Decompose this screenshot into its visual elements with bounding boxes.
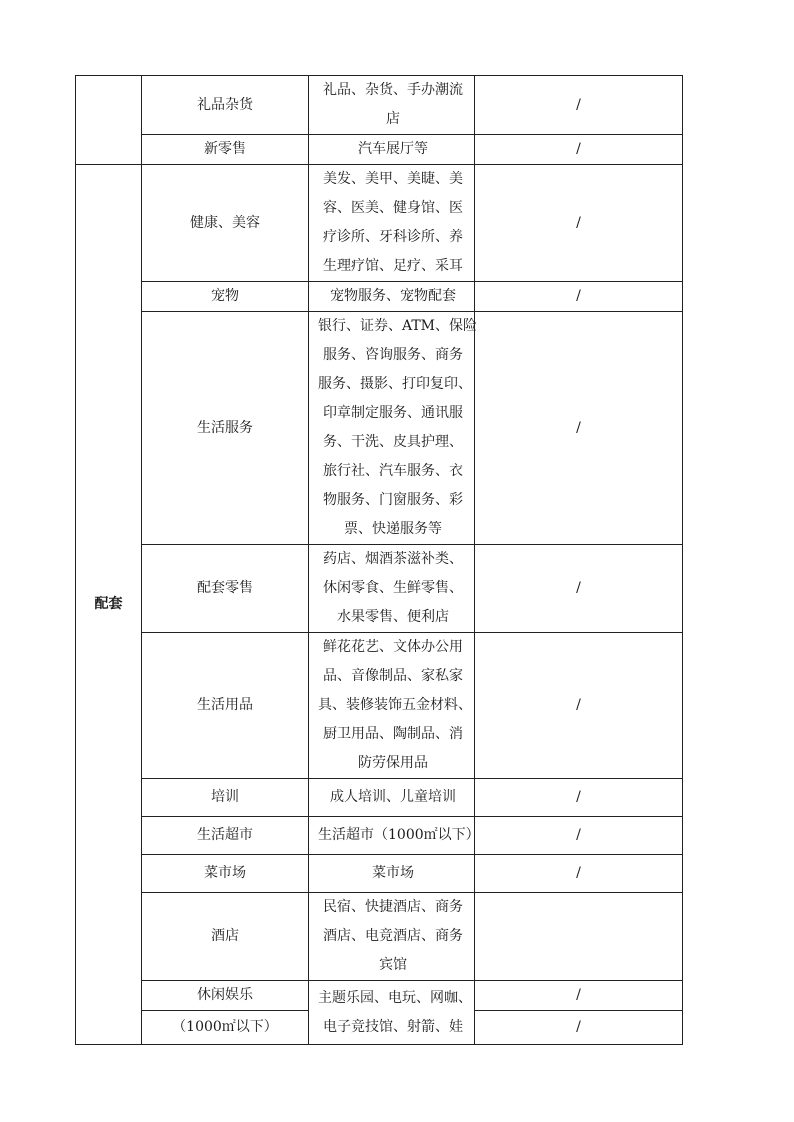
row-mark: /: [475, 817, 683, 855]
desc-line: 服务、摄影、打印复印、: [318, 376, 472, 392]
desc-line: 宾馆: [379, 957, 407, 973]
row-desc: [309, 545, 475, 633]
row-desc: [309, 817, 480, 855]
desc-line: 主题乐园、电玩、网咖、: [318, 989, 472, 1006]
desc-line: 水果零售、便利店: [337, 609, 449, 625]
row-desc: [309, 779, 475, 817]
desc-line: 旅行社、汽车服务、衣: [323, 463, 463, 479]
desc-line: 宠物服务、宠物配套: [330, 288, 456, 304]
table-row: [76, 312, 683, 545]
row-desc: [309, 76, 475, 135]
desc-line: 酒店、电竞酒店、商务: [323, 928, 463, 944]
table-row: [76, 633, 683, 779]
table-row: [76, 545, 683, 633]
row-name: 生活用品: [142, 633, 309, 779]
row-name-sub: （1000㎡以下）: [142, 1011, 309, 1045]
row-name: 新零售: [142, 135, 309, 165]
row-desc: [309, 633, 475, 779]
desc-line: 印章制定服务、通讯服: [323, 405, 463, 421]
table-row: [76, 165, 683, 282]
desc-line: 厨卫用品、陶制品、消: [323, 726, 463, 742]
desc-line: 汽车展厅等: [358, 141, 428, 157]
row-name: 酒店: [142, 893, 309, 981]
row-name: 健康、美容: [142, 165, 309, 282]
desc-line: 银行、证券、ATM、保险: [318, 318, 478, 334]
row-mark: [475, 893, 683, 981]
row-mark: /: [475, 135, 683, 165]
desc-line: 具、装修装饰五金材料、: [318, 697, 472, 713]
row-name: 礼品杂货: [142, 76, 309, 135]
row-mark: /: [475, 633, 683, 779]
row-mark: /: [475, 855, 683, 893]
desc-line: 菜市场: [372, 865, 414, 881]
table-row: [76, 282, 683, 312]
category-cell-blank: [76, 76, 142, 165]
row-mark: /: [475, 545, 683, 633]
desc-line: 成人培训、儿童培训: [330, 789, 456, 805]
row-name: 宠物: [142, 282, 309, 312]
table-row: [76, 893, 683, 981]
row-desc: [309, 282, 475, 312]
desc-line: 休闲零食、生鲜零售、: [323, 580, 463, 596]
row-name: 生活超市: [142, 817, 309, 855]
desc-line: 美发、美甲、美睫、美: [323, 171, 463, 187]
desc-line: 品、音像制品、家私家: [323, 668, 463, 684]
table-row: [76, 76, 683, 135]
desc-line: 疗诊所、牙科诊所、养: [323, 229, 463, 245]
row-name: 生活服务: [142, 312, 309, 545]
row-desc: [309, 893, 475, 981]
requirements-table: [75, 75, 683, 1045]
category-cell: 配套: [76, 165, 142, 1045]
table-row: [76, 817, 683, 855]
desc-line: 防劳保用品: [358, 755, 428, 771]
row-mark: /: [475, 282, 683, 312]
row-mark: /: [475, 312, 683, 545]
row-mark: /: [475, 76, 683, 135]
desc-line: 鲜花花艺、文体办公用: [323, 639, 463, 655]
desc-line: 服务、咨询服务、商务: [323, 347, 463, 363]
desc-line: 药店、烟酒茶滋补类、: [323, 551, 463, 567]
row-name: 配套零售: [142, 545, 309, 633]
row-name: 菜市场: [142, 855, 309, 893]
row-desc: [309, 165, 475, 282]
desc-line: 票、快递服务等: [344, 521, 442, 537]
desc-line: 容、医美、健身馆、医: [323, 200, 463, 216]
desc-line: 店: [386, 111, 400, 127]
table-row: [76, 135, 683, 165]
desc-line: 电子竞技馆、射箭、娃: [323, 1018, 463, 1035]
desc-line: 礼品、杂货、手办潮流: [323, 82, 463, 98]
row-mark: /: [475, 1011, 683, 1045]
row-mark: /: [475, 779, 683, 817]
row-mark: /: [475, 165, 683, 282]
row-name: 休闲娱乐: [142, 981, 309, 1011]
desc-line: 生理疗馆、足疗、采耳: [323, 258, 463, 274]
row-name: 培训: [142, 779, 309, 817]
row-desc: [309, 135, 475, 165]
row-desc: [309, 981, 475, 1045]
row-desc: [309, 312, 478, 545]
row-mark: /: [475, 981, 683, 1011]
table-row: [76, 779, 683, 817]
table-row: [76, 855, 683, 893]
row-desc: [309, 855, 475, 893]
desc-line: 民宿、快捷酒店、商务: [323, 899, 463, 915]
desc-line: 生活超市（1000㎡以下）: [318, 827, 480, 843]
table-row: [76, 981, 683, 1011]
desc-line: 物服务、门窗服务、彩: [323, 492, 463, 508]
desc-line: 务、干洗、皮具护理、: [323, 434, 463, 450]
